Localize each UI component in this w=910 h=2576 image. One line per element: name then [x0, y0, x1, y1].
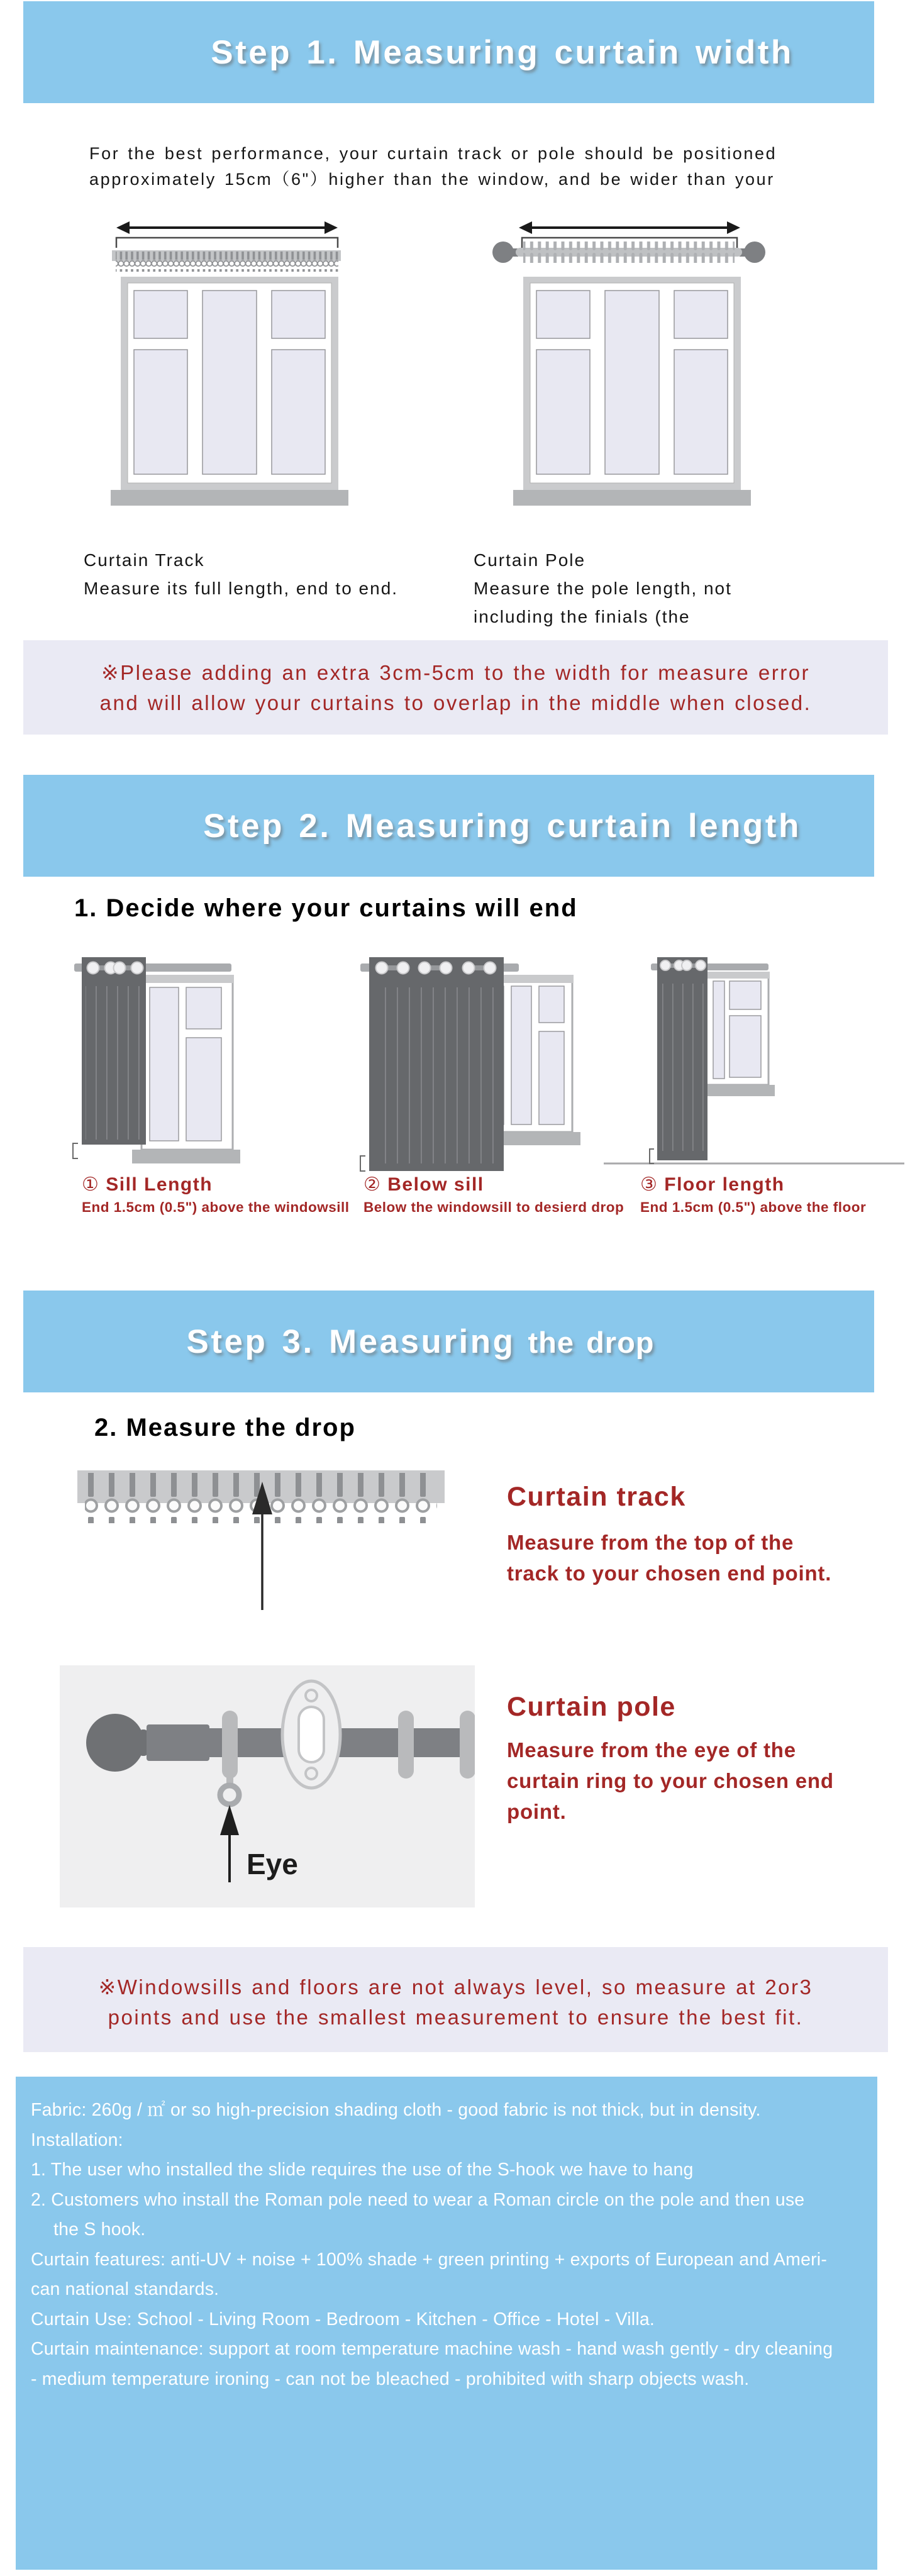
track-desc-line-1: Measure from the top of the [507, 1531, 794, 1554]
option-3-desc: End 1.5cm (0.5") above the floor [640, 1199, 867, 1215]
pole-caption-title: Curtain Pole [474, 550, 586, 570]
pole-desc-line-1: Measure from the eye of the [507, 1738, 796, 1762]
track-hooks [116, 252, 338, 272]
pole-desc [507, 1735, 834, 1827]
option-1-number: ① [82, 1174, 100, 1195]
width-note [23, 640, 888, 735]
width-note-line-1: ※Please adding an extra 3cm-5cm to the width for measure error [101, 661, 811, 684]
drop-note-line-1: ※Windowsills and floors are not always level, so measure at 2or3 [98, 1975, 813, 1999]
pole-drop-diagram [60, 1665, 475, 1907]
track-drop-diagram [60, 1467, 462, 1614]
option-2-title: Below sill [387, 1174, 484, 1195]
track-desc [507, 1527, 831, 1589]
end-point-bracket [73, 1143, 78, 1158]
info-line-fabric: Fabric: 260g / ㎡ or so high-precision shading cloth - good fabric is not thick, but in density. [31, 2100, 761, 2120]
intro-line-1: For the best performance, your curtain track or pole should be positioned [89, 144, 777, 163]
track-desc-line-2: track to your chosen end point. [507, 1562, 832, 1585]
step1-header [23, 1, 874, 103]
window-sill [699, 1085, 775, 1096]
width-arrow-left-head [116, 221, 130, 234]
pole-rings [523, 242, 735, 263]
info-line-installation: Installation: [31, 2129, 123, 2150]
option-1-title: Sill Length [106, 1174, 213, 1195]
window-sill [132, 1150, 240, 1163]
width-arrow-right-head [727, 221, 740, 234]
pole-desc-line-2: curtain ring to your chosen end [507, 1769, 834, 1792]
width-arrow-left-head [519, 221, 532, 234]
step3-header [23, 1291, 874, 1392]
pole-caption-desc-1: Measure the pole length, not [474, 579, 732, 598]
measure-bracket [116, 238, 338, 248]
width-arrow-right-head [325, 221, 338, 234]
window-panes [536, 291, 728, 474]
pole-finial-ball [86, 1714, 144, 1772]
option-2-number: ② [363, 1174, 382, 1195]
curtain-grommets [87, 962, 143, 974]
info-line-maintenance: Curtain maintenance: support at room temperature machine wash - hand wash gently - dry cleaning [31, 2339, 833, 2359]
info-line-features-2: can national standards. [31, 2279, 219, 2299]
option-3-label [640, 1174, 785, 1196]
info-line-install-2b: the S hook. [53, 2219, 146, 2240]
step2-title: Step 2. Measuring curtain length [203, 807, 801, 845]
option-3-number: ③ [640, 1174, 658, 1195]
info-line-features: Curtain features: anti-UV + noise + 100% shade + green printing + exports of European and Ameri- [31, 2249, 828, 2270]
pole-finial-left [492, 242, 514, 263]
curtain-pole-window-diagram [465, 209, 868, 541]
curtain-track-window-diagram [63, 209, 465, 541]
window-panes [134, 291, 325, 474]
pole-finial-right [744, 242, 765, 263]
track-caption-title: Curtain Track [84, 550, 205, 570]
option-1-desc: End 1.5cm (0.5") above the windowsill [82, 1199, 350, 1215]
intro-line-2: approximately 15cm（6"）higher than the window, and be wider than your [89, 170, 775, 189]
option-3-title: Floor length [664, 1174, 785, 1195]
below-sill-diagram [355, 956, 582, 1173]
window-panes [713, 981, 761, 1079]
pole-desc-line-3: point. [507, 1800, 567, 1823]
curtain-folds [374, 987, 499, 1163]
info-line-install-2: 2. Customers who install the Roman pole need to wear a Roman circle on the pole and then use [31, 2189, 805, 2210]
sill-length-diagram [69, 956, 245, 1165]
drop-note-line-2: points and use the smallest measurement to ensure the best fit. [108, 2006, 804, 2029]
track-caption-desc: Measure its full length, end to end. [84, 579, 399, 598]
wall-bracket [282, 1681, 340, 1788]
step3-title-main: Step 3. Measuring [186, 1323, 516, 1360]
window-sill [513, 490, 751, 506]
eye-label: Eye [247, 1848, 298, 1880]
end-point-bracket [650, 1149, 654, 1163]
info-line-use: Curtain Use: School - Living Room - Bedroom - Kitchen - Office - Hotel - Villa. [31, 2309, 655, 2329]
curtain-grommets [660, 960, 706, 970]
option-2-label [363, 1174, 484, 1196]
step3-title [186, 1323, 654, 1361]
pole-caption-desc-2: including the finials (the [474, 607, 691, 626]
step2-header [23, 775, 874, 877]
product-info-block [16, 2077, 877, 2570]
track-caption [84, 546, 398, 602]
pole-heading: Curtain pole [507, 1692, 676, 1722]
step3-title-sub: the drop [528, 1325, 655, 1359]
step2-subtitle: 1. Decide where your curtains will end [74, 894, 578, 922]
info-line-maintenance-2: - medium temperature ironing - can not be bleached - prohibited with sharp objects wash. [31, 2368, 750, 2389]
curtain-folds [86, 986, 142, 1140]
window-sill [111, 490, 348, 506]
drop-note [23, 1947, 888, 2052]
end-point-bracket [360, 1156, 365, 1171]
pole-caption [474, 546, 732, 631]
info-line-install-1: 1. The user who installed the slide requires the use of the S-hook we have to hang [31, 2160, 694, 2180]
width-note-line-2: and will allow your curtains to overlap in the middle when closed. [99, 691, 812, 714]
floor-length-diagram [597, 956, 906, 1170]
curtain-folds [661, 984, 704, 1151]
step3-subtitle: 2. Measure the drop [94, 1414, 356, 1441]
option-1-label [82, 1174, 213, 1196]
step1-intro [89, 141, 777, 192]
step1-title: Step 1. Measuring curtain width [211, 33, 794, 71]
option-2-desc: Below the windowsill to desierd drop [363, 1199, 624, 1215]
track-heading: Curtain track [507, 1482, 686, 1512]
